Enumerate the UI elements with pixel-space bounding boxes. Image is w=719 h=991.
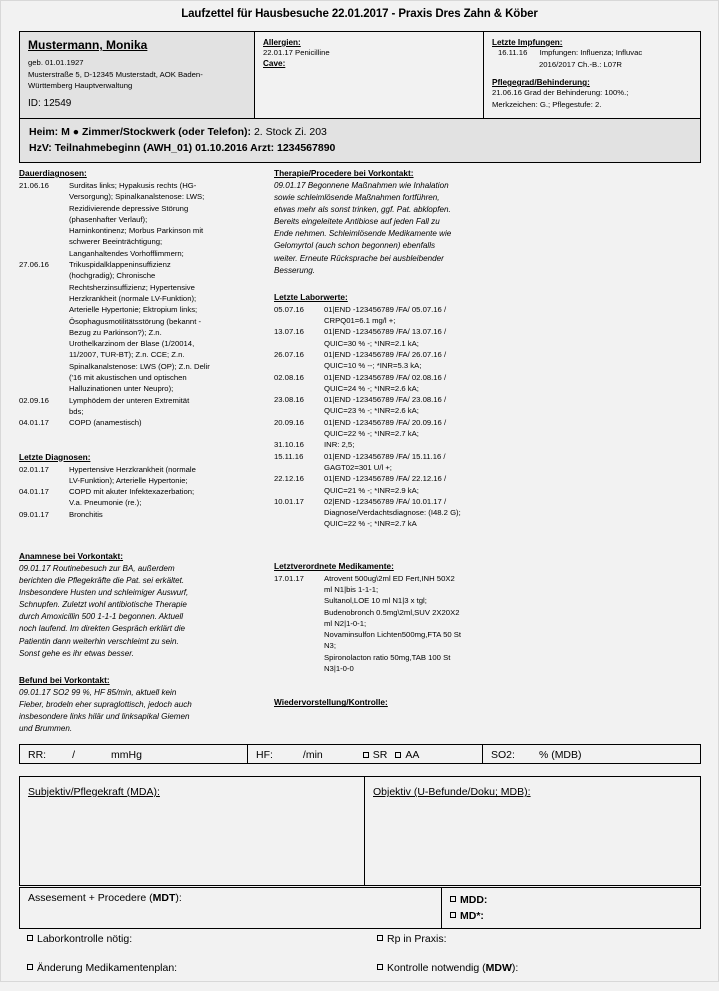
medikament-row <box>274 584 524 595</box>
dauerdiagnose-row <box>19 282 266 293</box>
labor-row <box>274 462 524 473</box>
therapie-heading: Therapie/Procedere bei Vorkontakt: <box>274 168 414 178</box>
entry-date <box>274 607 324 618</box>
medikament-row <box>274 629 524 640</box>
entry-text: 11/2007, TUR-BT); Z.n. CCE; Z.n. <box>69 350 185 360</box>
patient-address-line-2: Württemberg Hauptverwaltung <box>28 81 133 90</box>
entry-text: 01|END -123456789 /FA/ 23.08.16 / <box>324 395 447 405</box>
anamnese-line: berichten die Pflegekräfte die Pat. sei erkältet. <box>19 576 185 586</box>
care-level-heading: Pflegegrad/Behinderung: <box>492 78 590 87</box>
home-location-label: Heim: M ● Zimmer/Stockwerk (oder Telefon): <box>29 126 252 138</box>
entry-text: Herzkrankheit (normale LV-Funktion); <box>69 293 197 303</box>
mdd-row[interactable] <box>450 892 700 908</box>
home-info-row <box>20 118 700 162</box>
entry-date <box>19 349 69 360</box>
subjektiv-label: Subjektiv/Pflegekraft (MDA): <box>28 786 160 798</box>
aenderung-label: Änderung Medikamentenplan: <box>37 962 178 974</box>
letzte-diagnosen-block <box>19 451 266 520</box>
entry-text: QUIC=24 % -; *INR=2.6 kA; <box>324 383 419 393</box>
entry-text: ('16 mit akustischen und optischen <box>69 373 187 383</box>
entry-text: Spironolacton ratio 50mg,TAB 100 St <box>324 652 451 662</box>
dauerdiagnose-row <box>19 203 266 214</box>
entry-date: 04.01.17 <box>19 418 49 428</box>
aenderung-medikamentenplan-item[interactable] <box>19 962 377 974</box>
dauerdiagnosen-heading: Dauerdiagnosen: <box>19 168 87 178</box>
rp-in-praxis-label: Rp in Praxis: <box>387 933 447 945</box>
rr-label: RR: <box>28 749 47 761</box>
entry-text: Urothelkarzinom der Blase (1/20014, <box>69 339 195 349</box>
footer-row-2 <box>19 962 701 974</box>
anamnese-text <box>19 563 266 660</box>
entry-text: LV-Funktion); Arterielle Hypertonie; <box>69 475 188 485</box>
patient-header-table <box>19 31 701 163</box>
anamnese-line: noch laufend. Im direkten Gespräch erklärt die <box>19 624 186 634</box>
patient-id: ID: 12549 <box>28 97 72 109</box>
entry-text: bds; <box>69 406 84 416</box>
entry-date: 15.11.16 <box>274 451 304 461</box>
hf-unit: /min <box>302 749 323 761</box>
subjektiv-objektiv-box <box>19 776 701 886</box>
entry-date <box>274 507 324 518</box>
labor-row <box>274 428 524 439</box>
patient-header-row <box>20 32 700 118</box>
entry-date <box>274 663 324 674</box>
letzte-diagnose-row <box>19 464 266 475</box>
hzv-text: HzV: Teilnahmebeginn (AWH_01) 01.10.2016 Arzt: 1234567890 <box>29 142 336 154</box>
befund-block <box>19 674 266 735</box>
entry-text: (hochgradig); Chronische <box>69 271 156 281</box>
dauerdiagnose-row <box>19 406 266 417</box>
vitals-bar <box>19 744 701 764</box>
dauerdiagnose-row <box>19 372 266 383</box>
kontrolle-checkbox[interactable] <box>377 964 383 970</box>
entry-date <box>274 584 324 595</box>
entry-text: N3; <box>324 641 336 651</box>
therapie-line: sowie schleimlösende Maßnahmen fortführen, <box>274 193 440 203</box>
care-level-line-1: 21.06.16 Grad der Behinderung: 100%.; <box>492 88 629 97</box>
dauerdiagnose-row <box>19 248 266 259</box>
entry-text: Langanhaltendes Vorhofflimmern; <box>69 248 184 258</box>
footer-row-1 <box>19 933 701 945</box>
dauerdiagnose-row <box>19 191 266 202</box>
hzv-line <box>29 140 691 156</box>
entry-date: 22.12.16 <box>274 474 304 484</box>
aa-checkbox[interactable] <box>395 752 401 758</box>
dauerdiagnosen-block <box>19 167 266 429</box>
anamnese-block <box>19 550 266 660</box>
entry-date: 05.07.16 <box>274 304 304 314</box>
cave-heading: Cave: <box>263 58 286 68</box>
therapie-line: Besserung. <box>274 265 315 275</box>
entry-text: Trikuspidalklappeninsuffizienz <box>69 260 171 270</box>
entry-date <box>274 485 324 496</box>
entry-date <box>274 405 324 416</box>
entry-text: ml N1|bis 1-1-1; <box>324 584 379 594</box>
medikament-row <box>274 595 524 606</box>
objektiv-field[interactable] <box>365 777 700 885</box>
page-title: Laufzettel für Hausbesuche 22.01.2017 - Praxis Dres Zahn & Köber <box>181 8 538 20</box>
entry-date <box>19 248 69 259</box>
dauerdiagnose-row <box>19 395 266 406</box>
assessment-label-c: ): <box>175 892 182 904</box>
kontrolle-label-c: ): <box>511 962 519 974</box>
labor-row <box>274 518 524 529</box>
entry-text: 02|END -123456789 /FA/ 10.01.17 / <box>324 496 447 506</box>
vaccinations-heading: Letzte Impfungen: <box>492 38 563 47</box>
entry-text: 01|END -123456789 /FA/ 05.07.16 / <box>324 304 447 314</box>
therapie-line: etwas mehr als sonst trinken, ggf. Pat. abklopfen. <box>274 205 451 215</box>
entry-date <box>274 652 324 663</box>
entry-date <box>274 518 324 529</box>
therapie-line: 09.01.17 Begonnene Maßnahmen wie Inhalation <box>274 181 449 190</box>
entry-date <box>274 315 324 326</box>
entry-date <box>19 497 69 508</box>
objektiv-label: Objektiv (U-Befunde/Doku; MDB): <box>373 786 531 798</box>
anamnese-line: Patientin dann weiterhin verschleimt zu sein. <box>19 636 179 646</box>
dauerdiagnose-row <box>19 214 266 225</box>
dauerdiagnose-row <box>19 327 266 338</box>
entry-text: Surditas links; Hypakusis rechts (HG- <box>69 181 197 190</box>
aenderung-checkbox[interactable] <box>27 964 33 970</box>
dauerdiagnose-row <box>19 316 266 327</box>
mdd-checkbox[interactable] <box>450 896 456 902</box>
dauerdiagnose-row <box>19 270 266 281</box>
entry-text: CRPQ01=6.1 mg/l +; <box>324 316 396 326</box>
dauerdiagnose-row <box>19 304 266 315</box>
dauerdiagnose-row <box>19 417 266 428</box>
medikament-row <box>274 663 524 674</box>
letzte-diagnosen-heading: Letzte Diagnosen: <box>19 451 91 462</box>
rr-field[interactable] <box>20 745 248 763</box>
befund-line: 09.01.17 SO2 99 %, HF 85/min, aktuell kein <box>19 687 177 697</box>
entry-text: Halluzinationen unter Neupro); <box>69 384 174 394</box>
entry-date: 17.01.17 <box>274 573 304 583</box>
labor-row <box>274 383 524 394</box>
entry-text: 01|END -123456789 /FA/ 22.12.16 / <box>324 474 447 484</box>
vaccination-text-2: 2016/2017 Ch.-B.: L07R <box>539 59 622 69</box>
medikament-row <box>274 607 524 618</box>
therapie-block <box>274 167 524 277</box>
entry-date <box>19 361 69 372</box>
medikament-row <box>274 573 524 584</box>
medikamente-block <box>274 560 524 675</box>
entry-date: 26.07.16 <box>274 349 304 359</box>
letzte-diagnose-row <box>19 475 266 486</box>
entry-text: (phasenhafter Verlauf); <box>69 214 148 224</box>
labor-row <box>274 485 524 496</box>
vaccination-date: 16.11.16 <box>498 48 528 57</box>
entry-date: 23.08.16 <box>274 395 304 405</box>
home-location-line <box>29 124 691 140</box>
entry-date <box>19 214 69 225</box>
anamnese-line: 09.01.17 Routinebesuch zur BA, außerdem <box>19 564 175 574</box>
labor-row <box>274 360 524 371</box>
entry-text: ml N2|1-0-1; <box>324 618 367 628</box>
entry-date <box>274 629 324 640</box>
vaccinations-cell <box>484 32 700 118</box>
befund-line: insbesondere links hilär und linksapikal Giemen <box>19 711 190 721</box>
md-star-row[interactable] <box>450 908 700 924</box>
entry-text: Harninkontinenz; Morbus Parkinson mit <box>69 226 204 236</box>
rp-in-praxis-checkbox[interactable] <box>377 935 383 941</box>
anamnese-line: Insbesondere Husten und schleimiger Auswurf, <box>19 588 189 598</box>
entry-date: 02.09.16 <box>19 395 49 405</box>
laborkontrolle-label: Laborkontrolle nötig: <box>37 933 133 945</box>
so2-label: SO2: <box>491 749 515 761</box>
medikament-row <box>274 640 524 651</box>
entry-text: Lymphödem der unteren Extremität <box>69 395 190 405</box>
entry-date <box>19 304 69 315</box>
entry-date <box>19 236 69 247</box>
entry-date <box>274 640 324 651</box>
assessment-label-code: MDT <box>152 892 176 904</box>
anamnese-line: Sonst gehe es ihr etwas besser. <box>19 648 134 658</box>
entry-date <box>19 338 69 349</box>
labor-row <box>274 338 524 349</box>
allergies-cell <box>255 32 484 118</box>
entry-date <box>274 618 324 629</box>
sr-checkbox[interactable] <box>363 752 369 758</box>
assessment-label-a: Assesement + Procedere ( <box>28 892 153 904</box>
allergies-entry: 22.01.17 Penicilline <box>263 48 330 57</box>
entry-text: QUIC=22 % -; *INR=2.7 kA <box>324 519 417 529</box>
anamnese-heading: Anamnese bei Vorkontakt: <box>19 551 124 562</box>
entry-text: V.a. Pneumonie (re.); <box>69 498 142 508</box>
rr-separator: / <box>72 749 76 761</box>
entry-date: 13.07.16 <box>274 327 304 337</box>
entry-date <box>274 360 324 371</box>
wiedervorstellung-block <box>274 696 524 708</box>
entry-text: QUIC=22 % -; *INR=2.7 kA; <box>324 429 419 439</box>
entry-date: 09.01.17 <box>19 509 49 519</box>
entry-text: 01|END -123456789 /FA/ 13.07.16 / <box>324 327 447 337</box>
labor-row <box>274 417 524 428</box>
dauerdiagnose-row <box>19 180 266 191</box>
letzte-diagnose-row <box>19 497 266 508</box>
befund-heading: Befund bei Vorkontakt: <box>19 674 110 685</box>
entry-date <box>19 225 69 236</box>
dauerdiagnose-row <box>19 361 266 372</box>
entry-date: 27.06.16 <box>19 260 49 270</box>
labor-row <box>274 507 524 518</box>
left-column <box>19 167 266 735</box>
therapie-line: weiter. Erneute Rücksprache bei ausbleibender <box>274 253 444 263</box>
entry-text: COPD mit akuter Infektexazerbation; <box>69 487 195 497</box>
so2-unit: % (MDB) <box>538 749 582 761</box>
entry-text: COPD (anamestisch) <box>69 418 142 428</box>
entry-text: QUIC=23 % -; *INR=2.6 kA; <box>324 406 419 416</box>
entry-date <box>19 191 69 202</box>
dauerdiagnosen-list <box>19 180 266 429</box>
subjektiv-field[interactable] <box>20 777 365 885</box>
entry-text: Bronchitis <box>69 509 103 519</box>
patient-address-line-1: Musterstraße 5, D-12345 Musterstadt, AOK Baden- <box>28 69 203 79</box>
entry-date <box>274 595 324 606</box>
entry-date: 21.06.16 <box>19 181 49 190</box>
entry-date <box>274 428 324 439</box>
therapie-line: Gelomyrtol (auch schon begonnen) ebenfalls <box>274 241 436 251</box>
labor-row <box>274 496 524 507</box>
entry-date: 02.08.16 <box>274 372 304 382</box>
labor-row <box>274 304 524 315</box>
entry-text: Novaminsulfon Lichten500mg,FTA 50 St <box>324 630 462 640</box>
aa-label: AA <box>405 749 420 761</box>
home-location-value: 2. Stock Zi. 203 <box>251 126 327 138</box>
laborkontrolle-checkbox[interactable] <box>27 935 33 941</box>
md-star-checkbox[interactable] <box>450 912 456 918</box>
hf-field[interactable] <box>248 745 483 763</box>
befund-text <box>19 687 266 735</box>
hf-label: HF: <box>256 749 273 761</box>
entry-date <box>274 462 324 473</box>
medikamente-list <box>274 573 524 675</box>
entry-text: Arterielle Hypertonie; Ektropium links; <box>69 305 198 315</box>
entry-text: GAGT02=301 U/l +; <box>324 462 392 472</box>
entry-date <box>274 383 324 394</box>
labor-row <box>274 394 524 405</box>
anamnese-line: Schnupfen. Zuletzt wohl antibiotische Therapie <box>19 600 187 610</box>
labor-row <box>274 326 524 337</box>
medikament-row <box>274 618 524 629</box>
entry-text: Ösophagusmotilitätsstörung (bekannt - <box>69 316 202 326</box>
entry-date <box>19 372 69 383</box>
entry-text: Versorgung); Spinalkanalstenose: LWS; <box>69 192 205 202</box>
entry-text: 01|END -123456789 /FA/ 26.07.16 / <box>324 349 447 359</box>
dauerdiagnose-row <box>19 236 266 247</box>
dauerdiagnose-row <box>19 225 266 236</box>
entry-text: 01|END -123456789 /FA/ 02.08.16 / <box>324 372 447 382</box>
laborkontrolle-item[interactable] <box>19 933 377 945</box>
entry-text: Diagnose/Verdachtsdiagnose: (I48.2 G); <box>324 508 461 518</box>
medikamente-heading: Letztverordnete Medikamente: <box>274 560 394 571</box>
entry-text: Bezug zu Parkinson?); Z.n. <box>69 327 162 337</box>
entry-text: QUIC=10 % --; *INR=5.3 kA; <box>324 361 422 371</box>
entry-text: QUIC=30 % -; *INR=2.1 kA; <box>324 338 419 348</box>
entry-text: Rechtsherzinsuffizienz; Hypertensive <box>69 282 195 292</box>
sr-label: SR <box>372 749 388 761</box>
labor-row <box>274 349 524 360</box>
entry-text: Spinalkanalstenose: LWS (OP); Z.n. Delir <box>69 361 210 371</box>
entry-date <box>19 293 69 304</box>
labor-row <box>274 405 524 416</box>
assessment-box <box>19 887 701 929</box>
entry-date <box>19 316 69 327</box>
medikament-row <box>274 652 524 663</box>
therapie-text <box>274 180 524 277</box>
allergies-heading: Allergien: <box>263 38 301 47</box>
entry-text: Hypertensive Herzkrankheit (normale <box>69 464 196 474</box>
assessment-field[interactable] <box>20 888 442 928</box>
labor-row <box>274 439 524 450</box>
entry-date <box>19 475 69 486</box>
befund-line: Fieber, brodeln eher supraglottisch, jedoch auch <box>19 699 192 709</box>
entry-date <box>19 282 69 293</box>
right-column <box>274 167 524 709</box>
entry-text: Rezidivierende depressive Störung <box>69 203 189 213</box>
letzte-diagnose-row <box>19 509 266 520</box>
dauerdiagnose-row <box>19 383 266 394</box>
kontrolle-notwendig-item[interactable] <box>377 962 701 974</box>
entry-text: 01|END -123456789 /FA/ 15.11.16 / <box>324 451 446 461</box>
labor-row <box>274 451 524 462</box>
labor-row <box>274 315 524 326</box>
vaccination-text: Impfungen: Influenza; Influvac <box>539 48 643 57</box>
entry-date <box>274 338 324 349</box>
entry-date: 04.01.17 <box>19 487 49 497</box>
entry-date <box>19 406 69 417</box>
entry-date <box>19 270 69 281</box>
entry-date <box>19 203 69 214</box>
entry-date <box>19 327 69 338</box>
labor-row <box>274 473 524 484</box>
entry-text: schwerer Beeinträchtigung; <box>69 237 163 247</box>
entry-date: 02.01.17 <box>19 464 49 474</box>
befund-line: und Brummen. <box>19 724 73 734</box>
entry-text: N3|1-0-0 <box>324 664 354 674</box>
entry-text: Atrovent 500ug\2ml ED Fert,INH 50X2 <box>324 573 455 583</box>
so2-field[interactable] <box>483 745 700 763</box>
entry-date: 20.09.16 <box>274 417 304 427</box>
dauerdiagnose-row <box>19 259 266 270</box>
letzte-diagnose-row <box>19 486 266 497</box>
dauerdiagnose-row <box>19 338 266 349</box>
labor-list <box>274 304 524 530</box>
letzte-diagnosen-list <box>19 464 266 520</box>
labor-row <box>274 372 524 383</box>
rr-unit: mmHg <box>111 749 142 761</box>
vaccination-entry <box>492 47 692 59</box>
mdd-md-field[interactable] <box>442 888 700 928</box>
footer-checkboxes <box>19 933 701 991</box>
entry-date: 10.01.17 <box>274 496 304 506</box>
entry-text: 01|END -123456789 /FA/ 20.09.16 / <box>324 417 447 427</box>
therapie-line: Ende nehmen. Schleimlösende Medikamente wie <box>274 229 452 239</box>
kontrolle-label-a: Kontrolle notwendig ( <box>387 962 486 974</box>
entry-date <box>19 383 69 394</box>
labor-block <box>274 291 524 530</box>
rp-in-praxis-item[interactable] <box>377 933 701 945</box>
kontrolle-label-code: MDW <box>485 962 512 974</box>
entry-date: 31.10.16 <box>274 440 304 450</box>
patient-name: Mustermann, Monika <box>28 38 148 52</box>
patient-birthdate: geb. 01.01.1927 <box>28 58 84 67</box>
dauerdiagnose-row <box>19 349 266 360</box>
md-star-label: MD*: <box>460 910 484 922</box>
dauerdiagnose-row <box>19 293 266 304</box>
patient-info-cell <box>20 32 255 118</box>
wiedervorstellung-heading: Wiedervorstellung/Kontrolle: <box>274 697 388 708</box>
labor-heading: Letzte Laborwerte: <box>274 291 348 302</box>
care-level-line-2: Merkzeichen: G.; Pflegestufe: 2. <box>492 99 602 109</box>
entry-text: INR: 2,5; <box>324 440 355 450</box>
entry-text: Sultanol,LOE 10 ml N1|3 x tgl; <box>324 596 427 606</box>
entry-text: Budenobronch 0.5mg\2ml,SUV 2X20X2 <box>324 607 460 617</box>
therapie-line: Bereits eingeleitete Antibiose auf jeden Fall zu <box>274 217 440 227</box>
entry-text: QUIC=21 % -; *INR=2.9 kA; <box>324 485 419 495</box>
anamnese-line: durch Amoxicillin 500 1-1-1 begonnen. Aktuell <box>19 612 184 622</box>
mdd-label: MDD: <box>460 894 488 906</box>
